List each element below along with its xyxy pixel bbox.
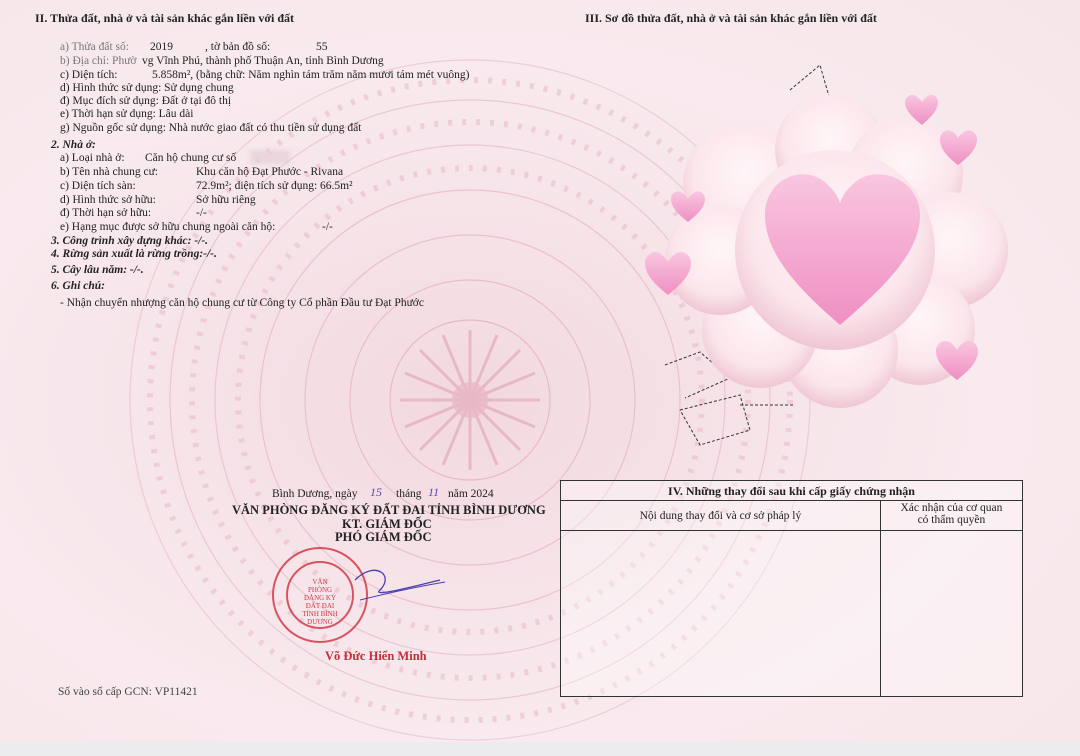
col-authority-confirmation (880, 501, 1022, 531)
section3-title: III. Sơ đồ thửa đất, nhà ở và tài sản khác gắn liền với đất (585, 11, 877, 25)
use-purpose: đ) Mục đích sử dụng: Đất ở tại đô thị (60, 95, 232, 107)
col-authority-line2: có thẩm quyền (917, 514, 986, 526)
bottom-strip (0, 742, 1080, 756)
section4-title: IV. Những thay đổi sau khi cấp giấy chứng nhận (561, 481, 1023, 501)
floor-area-label: c) Diện tích sàn: (60, 180, 136, 192)
change-content-cell (561, 531, 881, 697)
month-label: tháng (396, 488, 422, 500)
date-prefix: Bình Dương, ngày (272, 488, 358, 500)
map-sheet-label: , tờ bản đồ số: (205, 41, 271, 53)
area-label: c) Diện tích: (60, 69, 118, 81)
parcel-number: 2019 (150, 41, 173, 53)
ownership-term-label: đ) Thời hạn sở hữu: (60, 207, 152, 219)
house-type-value: Căn hộ chung cư số (145, 152, 237, 164)
register-number: Số vào sổ cấp GCN: VP11421 (58, 686, 198, 698)
signer-name: Võ Đức Hiển Minh (325, 649, 427, 663)
signer-role-1: KT. GIÁM ĐỐC (342, 517, 432, 531)
ownership-form-label: d) Hình thức sở hữu: (60, 194, 156, 206)
ownership-term-value: -/- (196, 207, 207, 219)
planted-forest: 4. Rừng sản xuất là rừng trồng:-/-. (51, 248, 217, 260)
seal-text: VĂN PHÒNG ĐĂNG KÝ ĐẤT ĐAI TỈNH BÌNH DƯƠNG (302, 578, 338, 626)
col-change-content: Nội dung thay đổi và cơ sở pháp lý (561, 501, 881, 531)
address-label: b) Địa chỉ: Phườ (60, 55, 137, 67)
authority-cell (880, 531, 1022, 697)
date-day: 15 (370, 485, 382, 499)
other-works: 3. Công trình xây dựng khác: -/-. (51, 235, 209, 247)
common-items-label: e) Hạng mục được sở hữu chung ngoài căn hộ: (60, 221, 276, 233)
ownership-form-value: Sở hữu riêng (196, 194, 256, 206)
parcel-label: a) Thửa đất số: (60, 41, 129, 53)
use-term: e) Thời hạn sử dụng: Lâu dài (60, 108, 194, 120)
land-origin: g) Nguồn gốc sử dụng: Nhà nước giao đất có thu tiền sử dụng đất (60, 122, 362, 134)
apartment-name-value: Khu căn hộ Đạt Phước - Rivana (196, 166, 344, 178)
col-authority-line1: Xác nhận của cơ quan (900, 502, 1003, 514)
common-items-value: -/- (322, 221, 333, 233)
floor-area-value: 72.9m²; diện tích sử dụng: 66.5m² (196, 180, 353, 192)
map-sheet-number: 55 (316, 41, 328, 53)
year-label: năm 2024 (448, 488, 494, 500)
perennial-trees: 5. Cây lâu năm: -/-. (51, 264, 144, 276)
use-form: d) Hình thức sử dụng: Sử dụng chung (60, 82, 234, 94)
date-month: 11 (428, 485, 440, 499)
parcel-address: vg Vĩnh Phú, thành phố Thuận An, tỉnh Bình Dương (142, 55, 384, 67)
house-type-label: a) Loại nhà ở: (60, 152, 125, 164)
note-line: - Nhận chuyển nhượng căn hộ chung cư từ Công ty Cổ phần Đầu tư Đạt Phước (60, 297, 424, 309)
section2-title: II. Thửa đất, nhà ở và tài sản khác gắn liền với đất (35, 11, 295, 25)
area-value: 5.858m², (bằng chữ: Năm nghìn tám trăm năm mươi tám mét vuông) (152, 69, 470, 81)
notes-heading: 6. Ghi chú: (51, 280, 105, 292)
apartment-name-label: b) Tên nhà chung cư: (60, 166, 158, 178)
issuing-office: VĂN PHÒNG ĐĂNG KÝ ĐẤT ĐAI TỈNH BÌNH DƯƠNG (232, 503, 546, 517)
changes-table (560, 480, 1023, 697)
signer-role-2: PHÓ GIÁM ĐỐC (335, 530, 432, 544)
house-heading: 2. Nhà ở: (51, 139, 96, 151)
